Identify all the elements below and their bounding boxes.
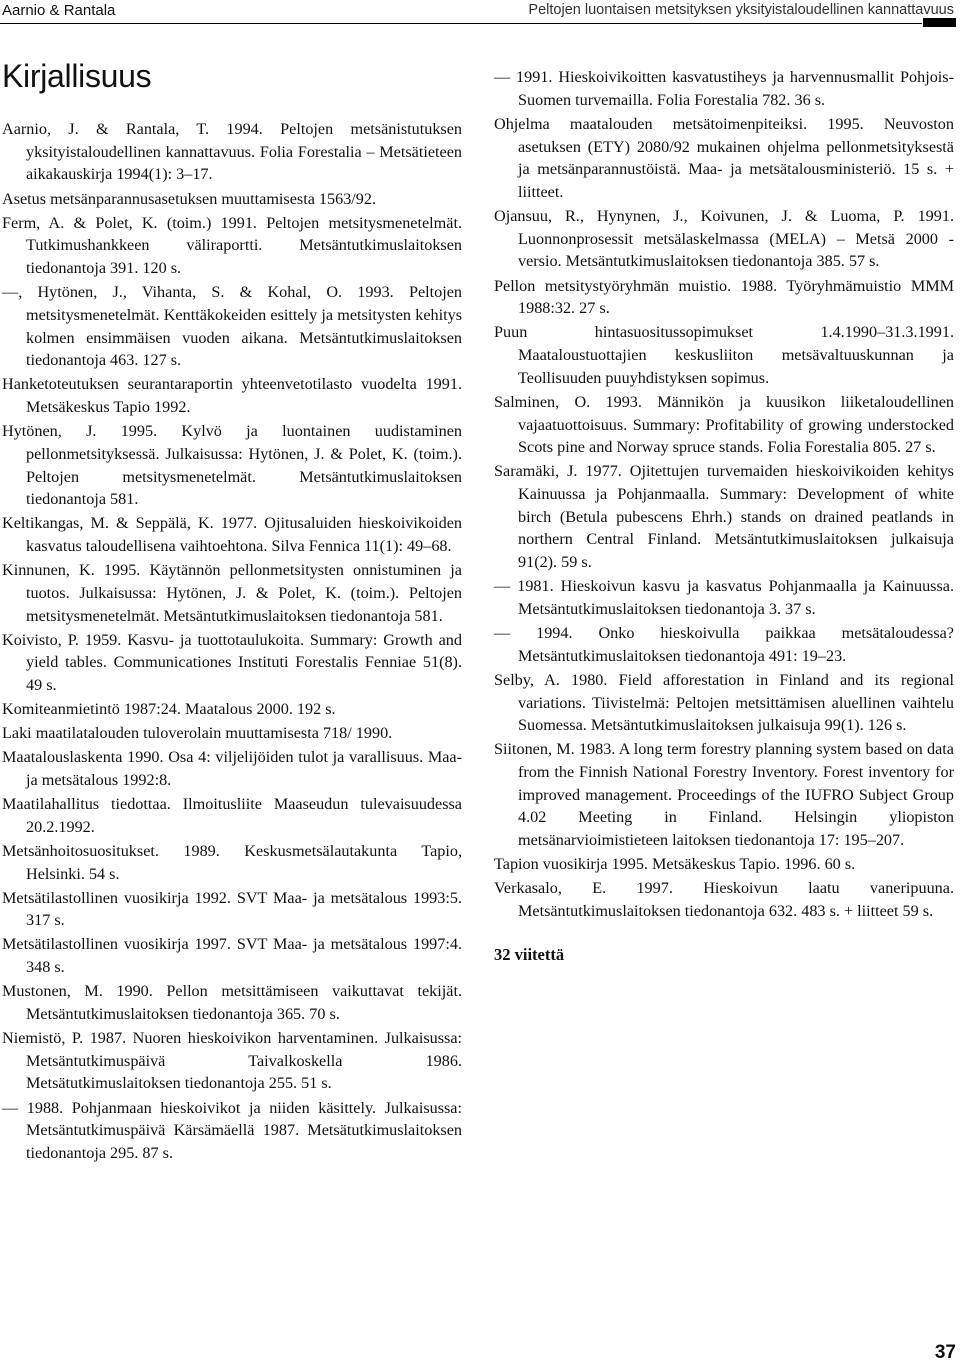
reference-item: — 1991. Hieskoivikoitten kasvatustiheys ja harvennusmallit Pohjois-Suomen turvemailla. Folia Forestalia 782. 36 s. (494, 68, 954, 109)
references-column-left (2, 118, 462, 1166)
reference-item: Salminen, O. 1993. Männikön ja kuusikon liiketaloudellinen vajaatuottoisuus. Summary: Profitability of growing understocked Scots pine and Norway spruce stands. Folia Forestalia 805. 27 s. (494, 392, 954, 457)
reference-item: Ferm, A. & Polet, K. (toim.) 1991. Peltojen metsitysmenetelmät. Tutkimushankkeen väliraportti. Metsäntutkimuslaitoksen tiedonantoja 391. 120 s. (2, 213, 462, 277)
reference-item: — 1981. Hieskoivun kasvu ja kasvatus Pohjanmaalla ja Kainuussa. Metsäntutkimuslaitoksen tiedonantoja 3. 37 s. (494, 577, 954, 618)
reference-item: Koivisto, P. 1959. Kasvu- ja tuottotaulukoita. Summary: Growth and yield tables. Communicationes Instituti Forestalis Fenniae 51(8). 49 s. (2, 630, 462, 694)
reference-item: Niemistö, P. 1987. Nuoren hieskoivikon harventaminen. Julkaisussa: Metsäntutkimuspäivä Taivalkoskella 1986. Metsätutkimuslaitoksen tiedonantoja 255. 51 s. (2, 1029, 462, 1093)
header-rule (0, 23, 922, 24)
reference-item: Mustonen, M. 1990. Pellon metsittämiseen vaikuttavat tekijät. Metsäntutkimuslaitoksen tiedonantoja 365. 70 s. (2, 982, 462, 1023)
reference-item: Ohjelma maatalouden metsätoimenpiteiksi. 1995. Neuvoston asetuksen (ETY) 2080/92 mukainen ohjelma pellonmetsityksestä ja metsänparannustöistä. Maa- ja metsätalousministeriö. 15 s. + liitteet. (494, 114, 954, 201)
section-title: Kirjallisuus (2, 58, 152, 94)
header-block-mark (923, 18, 956, 27)
page-header (0, 0, 960, 26)
reference-item: Ojansuu, R., Hynynen, J., Koivunen, J. & Luoma, P. 1991. Luonnonprosessit metsälaskelmassa (MELA) – Metsä 2000 -versio. Metsäntutkimuslaitoksen tiedonantoja 385. 57 s. (494, 207, 954, 271)
header-authors: Aarnio & Rantala (2, 2, 116, 19)
reference-item: Pellon metsitystyöryhmän muistio. 1988. Työryhmämuistio MMM 1988:32. 27 s. (494, 276, 954, 318)
reference-item: Keltikangas, M. & Seppälä, K. 1977. Ojitusaluiden hieskoivikoiden kasvatus taloudellisena vaihtoehtona. Silva Fennica 11(1): 49–68. (2, 514, 462, 555)
reference-count: 32 viitettä (494, 944, 565, 964)
reference-item: — 1994. Onko hieskoivulla paikkaa metsätaloudessa? Metsäntutkimuslaitoksen tiedonantoja 491: 19–23. (494, 624, 954, 665)
reference-item: Metsätilastollinen vuosikirja 1992. SVT Maa- ja metsätalous 1993:5. 317 s. (2, 888, 462, 930)
reference-item: Hanketoteutuksen seurantaraportin yhteenvetotilasto vuodelta 1991. Metsäkeskus Tapio 1992. (2, 375, 462, 416)
reference-item: Siitonen, M. 1983. A long term forestry planning system based on data from the Finnish National Forestry Inventory. Forest inventory for improved management. Proceedings of the IUFRO Subject Group 4.02 Meeting in Finland. Helsingin yliopiston metsänarvioimistieteen laitoksen tiedonantoja 17: 195–207. (494, 740, 954, 850)
reference-item: Selby, A. 1980. Field afforestation in Finland and its regional variations. Tiivistelmä: Peltojen metsittämisen aluellinen vaihtelu Suomessa. Metsäntutkimuslaitoksen julkaisuja 99(1). 126 s. (494, 670, 954, 735)
page-number: 37 (934, 1342, 956, 1363)
reference-item: Maatalouslaskenta 1990. Osa 4: viljelijöiden tulot ja varallisuus. Maa- ja metsätalous 1992:8. (2, 748, 462, 789)
reference-item: Saramäki, J. 1977. Ojitettujen turvemaiden hieskoivikoiden kehitys Kainuussa ja Pohjanmaalla. Summary: Development of white birch (Betula pubescens Ehrh.) stands on drained peatlands in northern Central Finland. Metsäntutkimuslaitoksen julkaisuja 91(2). 59 s. (494, 462, 954, 572)
reference-item: Maatilahallitus tiedottaa. Ilmoitusliite Maaseudun tulevaisuudessa 20.2.1992. (2, 795, 462, 836)
reference-item: Puun hintasuositussopimukset 1.4.1990–31.3.1991. Maataloustuottajien keskusliiton metsävaltuuskunnan ja Teollisuuden puuyhdistyksen sopimus. (494, 323, 954, 387)
reference-item: Laki maatilatalouden tuloverolain muuttamisesta 718/ 1990. (2, 724, 393, 743)
header-article-title: Peltojen luontaisen metsityksen yksityistaloudellinen kannattavuus (528, 2, 954, 18)
reference-item: Metsätilastollinen vuosikirja 1997. SVT Maa- ja metsätalous 1997:4. 348 s. (2, 935, 462, 977)
reference-item: Tapion vuosikirja 1995. Metsäkeskus Tapio. 1996. 60 s. (494, 855, 856, 874)
reference-item: Asetus metsänparannusasetuksen muuttamisesta 1563/92. (2, 189, 377, 208)
reference-item: —, Hytönen, J., Vihanta, S. & Kohal, O. 1993. Peltojen metsitysmenetelmät. Kenttäkokeiden esittely ja metsitysten kehitys kolmen ensimmäisen vuoden aikana. Metsäntutkimuslaitoksen tiedonantoja 463. 127 s. (2, 283, 462, 370)
references-column-right (494, 66, 954, 966)
reference-item: Verkasalo, E. 1997. Hieskoivun laatu vaneripuuna. Metsäntutkimuslaitoksen tiedonantoja 632. 483 s. + liitteet 59 s. (494, 879, 954, 920)
reference-item: — 1988. Pohjanmaan hieskoivikot ja niiden käsittely. Julkaisussa: Metsäntutkimuspäivä Kärsämäellä 1987. Metsätutkimuslaitoksen tiedonantoja 295. 87 s. (2, 1098, 462, 1162)
reference-item: Metsänhoitosuositukset. 1989. Keskusmetsälautakunta Tapio, Helsinki. 54 s. (2, 841, 462, 883)
reference-item: Aarnio, J. & Rantala, T. 1994. Peltojen metsänistutuksen yksityistaloudellinen kannattavuus. Folia Forestalia – Metsätieteen aikakauskirja 1994(1): 3–17. (2, 120, 462, 184)
reference-item: Komiteanmietintö 1987:24. Maatalous 2000. 192 s. (2, 700, 336, 719)
reference-item: Kinnunen, K. 1995. Käytännön pellonmetsitysten onnistuminen ja tuotos. Julkaisussa: Hytönen, J. & Polet, K. (toim.). Peltojen metsitysmenetelmät. Metsäntutkimuslaitoksen tiedonantoja 581. (2, 561, 462, 625)
reference-item: Hytönen, J. 1995. Kylvö ja luontainen uudistaminen pellonmetsityksessä. Julkaisussa: Hytönen, J. & Polet, K. (toim.). Peltojen metsitysmenetelmät. Metsäntutkimuslaitoksen tiedonantoja 581. (2, 422, 462, 509)
